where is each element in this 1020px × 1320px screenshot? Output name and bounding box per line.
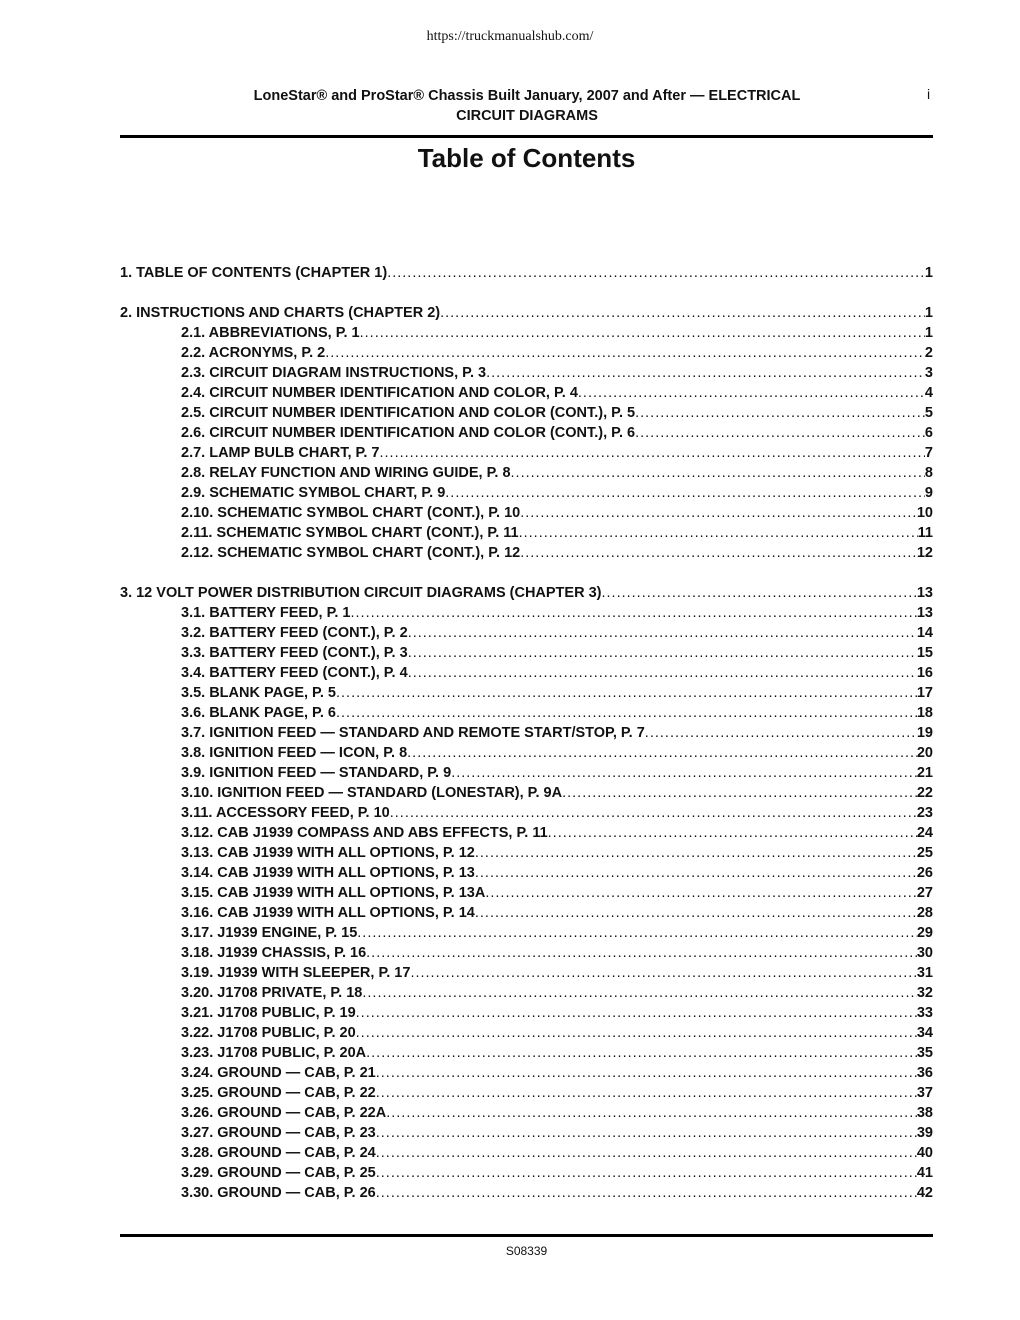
toc-entry-page: 36 — [916, 1065, 933, 1081]
toc-section-entry[interactable] — [120, 523, 933, 543]
toc-dot-leader — [645, 723, 917, 743]
toc-entry-label: 2.6. CIRCUIT NUMBER IDENTIFICATION AND COLOR (CONT.), P. 6 — [181, 425, 636, 441]
toc-section-entry[interactable] — [120, 763, 933, 783]
toc-section-entry[interactable] — [120, 603, 933, 623]
toc-entry-label: 3.9. IGNITION FEED — STANDARD, P. 9 — [181, 765, 452, 781]
toc-entry-label: 3.21. J1708 PUBLIC, P. 19 — [181, 1005, 356, 1021]
toc-entry-page: 33 — [916, 1005, 933, 1021]
toc-section-entry[interactable] — [120, 863, 933, 883]
toc-entry-page: 20 — [916, 745, 933, 761]
toc-dot-leader — [407, 743, 917, 763]
toc-section-entry[interactable] — [120, 443, 933, 463]
toc-section-entry[interactable] — [120, 743, 933, 763]
toc-entry-page: 13 — [916, 585, 933, 601]
toc-dot-leader — [408, 643, 917, 663]
toc-entry-label: 2.12. SCHEMATIC SYMBOL CHART (CONT.), P. 12 — [181, 545, 521, 561]
toc-entry-page: 12 — [916, 545, 933, 561]
toc-entry-label: 3.11. ACCESSORY FEED, P. 10 — [181, 805, 390, 821]
source-url: https://truckmanualshub.com/ — [426, 29, 594, 44]
toc-dot-leader — [475, 863, 917, 883]
toc-entry-page: 15 — [916, 645, 933, 661]
toc-chapter-entry[interactable] — [120, 303, 933, 323]
toc-entry-page: 23 — [916, 805, 933, 821]
toc-entry-label: 2.4. CIRCUIT NUMBER IDENTIFICATION AND COLOR, P. 4 — [181, 385, 578, 401]
toc-entry-page: 2 — [924, 345, 933, 361]
toc-section-entry[interactable] — [120, 903, 933, 923]
toc-dot-leader — [376, 1143, 917, 1163]
page-title: Table of Contents — [417, 143, 636, 173]
toc-dot-leader — [356, 1003, 917, 1023]
toc-section-entry[interactable] — [120, 983, 933, 1003]
toc-entry-page: 18 — [916, 705, 933, 721]
toc-dot-leader — [445, 483, 925, 503]
toc-entry-page: 22 — [916, 785, 933, 801]
toc-entry-page: 37 — [916, 1085, 933, 1101]
toc-entry-label: 2.8. RELAY FUNCTION AND WIRING GUIDE, P. 8 — [181, 465, 511, 481]
toc-entry-label: 3.28. GROUND — CAB, P. 24 — [181, 1145, 376, 1161]
toc-entry-page: 41 — [916, 1165, 933, 1181]
toc-section-entry[interactable] — [120, 1183, 933, 1203]
toc-entry-label: 2.9. SCHEMATIC SYMBOL CHART, P. 9 — [181, 485, 446, 501]
header-divider — [120, 135, 933, 138]
toc-dot-leader — [336, 703, 917, 723]
toc-section-entry[interactable] — [120, 723, 933, 743]
toc-section-entry[interactable] — [120, 383, 933, 403]
page-number: i — [927, 86, 931, 102]
toc-entry-page: 5 — [924, 405, 933, 421]
toc-entry-page: 29 — [916, 925, 933, 941]
toc-dot-leader — [376, 1123, 917, 1143]
toc-dot-leader — [486, 363, 925, 383]
toc-dot-leader — [336, 683, 917, 703]
toc-entry-page: 13 — [916, 605, 933, 621]
toc-section-entry[interactable] — [120, 343, 933, 363]
toc-entry-label: 3.8. IGNITION FEED — ICON, P. 8 — [181, 745, 408, 761]
toc-dot-leader — [408, 623, 917, 643]
document-code: S08339 — [505, 1244, 548, 1258]
toc-entry-page: 38 — [916, 1105, 933, 1121]
toc-dot-leader — [376, 1063, 917, 1083]
toc-section-entry[interactable] — [120, 683, 933, 703]
toc-entry-label: 3.7. IGNITION FEED — STANDARD AND REMOTE START/STOP, P. 7 — [181, 725, 645, 741]
toc-section-entry[interactable] — [120, 703, 933, 723]
toc-entry-page: 3 — [924, 365, 933, 381]
toc-entry-label: 2.1. ABBREVIATIONS, P. 1 — [181, 325, 360, 341]
toc-section-entry[interactable] — [120, 1103, 933, 1123]
toc-section-entry[interactable] — [120, 963, 933, 983]
toc-section-entry[interactable] — [120, 423, 933, 443]
toc-section-entry[interactable] — [120, 803, 933, 823]
toc-section-entry[interactable] — [120, 463, 933, 483]
toc-dot-leader — [485, 883, 917, 903]
toc-entry-page: 25 — [916, 845, 933, 861]
toc-entry-page: 17 — [916, 685, 933, 701]
toc-dot-leader — [548, 823, 917, 843]
toc-entry-page: 8 — [924, 465, 933, 481]
toc-entry-label: 3.6. BLANK PAGE, P. 6 — [181, 705, 336, 721]
toc-dot-leader — [351, 603, 917, 623]
toc-dot-leader — [376, 1163, 917, 1183]
toc-dot-leader — [366, 943, 917, 963]
toc-dot-leader — [376, 1083, 917, 1103]
toc-dot-leader — [635, 423, 925, 443]
toc-section-entry[interactable] — [120, 643, 933, 663]
toc-section-entry[interactable] — [120, 843, 933, 863]
toc-section-entry[interactable] — [120, 883, 933, 903]
toc-dot-leader — [408, 663, 917, 683]
header-title-line-2: CIRCUIT DIAGRAMS — [456, 108, 598, 124]
toc-entry-page: 32 — [916, 985, 933, 1001]
toc-entry-page: 24 — [916, 825, 933, 841]
toc-entry-page: 16 — [916, 665, 933, 681]
toc-section-entry[interactable] — [120, 1063, 933, 1083]
toc-dot-leader — [356, 1023, 917, 1043]
toc-section-entry[interactable] — [120, 403, 933, 423]
toc-list — [120, 263, 933, 1203]
toc-entry-label: 3. 12 VOLT POWER DISTRIBUTION CIRCUIT DIAGRAMS (CHAPTER 3) — [120, 585, 602, 601]
toc-chapter-entry[interactable] — [120, 263, 933, 283]
toc-section-entry[interactable] — [120, 823, 933, 843]
toc-entry-page: 14 — [916, 625, 933, 641]
toc-dot-leader — [376, 1183, 917, 1203]
toc-entry-label: 1. TABLE OF CONTENTS (CHAPTER 1) — [120, 265, 388, 281]
toc-entry-label: 2.2. ACRONYMS, P. 2 — [181, 345, 326, 361]
toc-entry-label: 3.14. CAB J1939 WITH ALL OPTIONS, P. 13 — [181, 865, 475, 881]
header-title-line-1: LoneStar® and ProStar® Chassis Built January, 2007 and After — ELECTRICAL — [253, 88, 801, 104]
toc-entry-label: 3.30. GROUND — CAB, P. 26 — [181, 1185, 376, 1201]
toc-entry-label: 3.27. GROUND — CAB, P. 23 — [181, 1125, 376, 1141]
toc-section-entry[interactable] — [120, 543, 933, 563]
toc-section-entry[interactable] — [120, 1143, 933, 1163]
toc-entry-page: 42 — [916, 1185, 933, 1201]
toc-entry-page: 19 — [916, 725, 933, 741]
toc-entry-label: 3.3. BATTERY FEED (CONT.), P. 3 — [181, 645, 408, 661]
toc-dot-leader — [387, 263, 925, 283]
toc-entry-label: 3.25. GROUND — CAB, P. 22 — [181, 1085, 376, 1101]
toc-section-entry[interactable] — [120, 1043, 933, 1063]
toc-entry-page: 4 — [924, 385, 933, 401]
toc-entry-label: 2.3. CIRCUIT DIAGRAM INSTRUCTIONS, P. 3 — [181, 365, 487, 381]
toc-entry-page: 1 — [924, 305, 933, 321]
toc-entry-label: 2.7. LAMP BULB CHART, P. 7 — [181, 445, 380, 461]
toc-entry-label: 3.18. J1939 CHASSIS, P. 16 — [181, 945, 367, 961]
toc-entry-page: 21 — [916, 765, 933, 781]
toc-section-entry[interactable] — [120, 323, 933, 343]
toc-section-entry[interactable] — [120, 1003, 933, 1023]
toc-dot-leader — [601, 583, 916, 603]
toc-dot-leader — [386, 1103, 917, 1123]
toc-dot-leader — [410, 963, 916, 983]
toc-entry-label: 3.10. IGNITION FEED — STANDARD (LONESTAR), P. 9A — [181, 785, 563, 801]
toc-dot-leader — [578, 383, 925, 403]
toc-entry-page: 9 — [924, 485, 933, 501]
toc-entry-page: 35 — [916, 1045, 933, 1061]
toc-dot-leader — [362, 983, 916, 1003]
toc-entry-label: 3.17. J1939 ENGINE, P. 15 — [181, 925, 358, 941]
toc-section-entry[interactable] — [120, 1023, 933, 1043]
toc-entry-page: 1 — [924, 265, 933, 281]
toc-dot-leader — [451, 763, 917, 783]
toc-entry-label: 3.19. J1939 WITH SLEEPER, P. 17 — [181, 965, 411, 981]
toc-entry-label: 3.4. BATTERY FEED (CONT.), P. 4 — [181, 665, 408, 681]
toc-entry-page: 28 — [916, 905, 933, 921]
toc-dot-leader — [440, 303, 925, 323]
toc-entry-page: 30 — [916, 945, 933, 961]
toc-section-entry[interactable] — [120, 1123, 933, 1143]
toc-dot-leader — [390, 803, 917, 823]
toc-entry-label: 3.22. J1708 PUBLIC, P. 20 — [181, 1025, 356, 1041]
toc-entry-page: 40 — [916, 1145, 933, 1161]
toc-entry-page: 31 — [916, 965, 933, 981]
toc-dot-leader — [360, 323, 925, 343]
toc-section-entry[interactable] — [120, 1163, 933, 1183]
toc-entry-label: 2.11. SCHEMATIC SYMBOL CHART (CONT.), P. 11 — [181, 525, 519, 541]
toc-dot-leader — [379, 443, 924, 463]
toc-entry-label: 3.15. CAB J1939 WITH ALL OPTIONS, P. 13A — [181, 885, 486, 901]
toc-entry-label: 3.2. BATTERY FEED (CONT.), P. 2 — [181, 625, 408, 641]
footer-divider — [120, 1234, 933, 1237]
toc-dot-leader — [357, 923, 917, 943]
toc-entry-label: 3.5. BLANK PAGE, P. 5 — [181, 685, 336, 701]
toc-dot-leader — [325, 343, 925, 363]
toc-entry-label: 3.16. CAB J1939 WITH ALL OPTIONS, P. 14 — [181, 905, 475, 921]
toc-entry-label: 2. INSTRUCTIONS AND CHARTS (CHAPTER 2) — [120, 305, 441, 321]
toc-dot-leader — [519, 523, 918, 543]
toc-entry-page: 34 — [916, 1025, 933, 1041]
toc-entry-label: 2.10. SCHEMATIC SYMBOL CHART (CONT.), P. 10 — [181, 505, 521, 521]
toc-entry-label: 3.13. CAB J1939 WITH ALL OPTIONS, P. 12 — [181, 845, 475, 861]
toc-chapter-entry[interactable] — [120, 583, 933, 603]
toc-entry-label: 3.12. CAB J1939 COMPASS AND ABS EFFECTS, P. 11 — [181, 825, 548, 841]
toc-entry-page: 39 — [916, 1125, 933, 1141]
toc-dot-leader — [475, 843, 917, 863]
toc-section-entry[interactable] — [120, 783, 933, 803]
toc-entry-page: 6 — [924, 425, 933, 441]
toc-section-entry[interactable] — [120, 483, 933, 503]
toc-dot-leader — [511, 463, 925, 483]
toc-entry-page: 10 — [916, 505, 933, 521]
toc-dot-leader — [475, 903, 917, 923]
toc-section-entry[interactable] — [120, 663, 933, 683]
toc-entry-page: 11 — [917, 525, 933, 541]
toc-dot-leader — [366, 1043, 917, 1063]
document-header — [200, 86, 854, 126]
toc-entry-label: 3.20. J1708 PRIVATE, P. 18 — [181, 985, 363, 1001]
toc-entry-label: 3.26. GROUND — CAB, P. 22A — [181, 1105, 387, 1121]
toc-dot-leader — [520, 503, 917, 523]
toc-entry-label: 3.24. GROUND — CAB, P. 21 — [181, 1065, 376, 1081]
toc-dot-leader — [635, 403, 925, 423]
toc-section-entry[interactable] — [120, 503, 933, 523]
toc-entry-page: 27 — [916, 885, 933, 901]
toc-entry-label: 3.29. GROUND — CAB, P. 25 — [181, 1165, 376, 1181]
toc-section-entry[interactable] — [120, 1083, 933, 1103]
toc-section-entry[interactable] — [120, 943, 933, 963]
toc-section-entry[interactable] — [120, 363, 933, 383]
toc-entry-label: 3.1. BATTERY FEED, P. 1 — [181, 605, 351, 621]
toc-entry-page: 26 — [916, 865, 933, 881]
toc-section-entry[interactable] — [120, 623, 933, 643]
toc-entry-page: 1 — [924, 325, 933, 341]
toc-dot-leader — [562, 783, 917, 803]
toc-entry-label: 2.5. CIRCUIT NUMBER IDENTIFICATION AND COLOR (CONT.), P. 5 — [181, 405, 636, 421]
toc-dot-leader — [520, 543, 917, 563]
toc-entry-label: 3.23. J1708 PUBLIC, P. 20A — [181, 1045, 367, 1061]
toc-entry-page: 7 — [924, 445, 933, 461]
toc-section-entry[interactable] — [120, 923, 933, 943]
